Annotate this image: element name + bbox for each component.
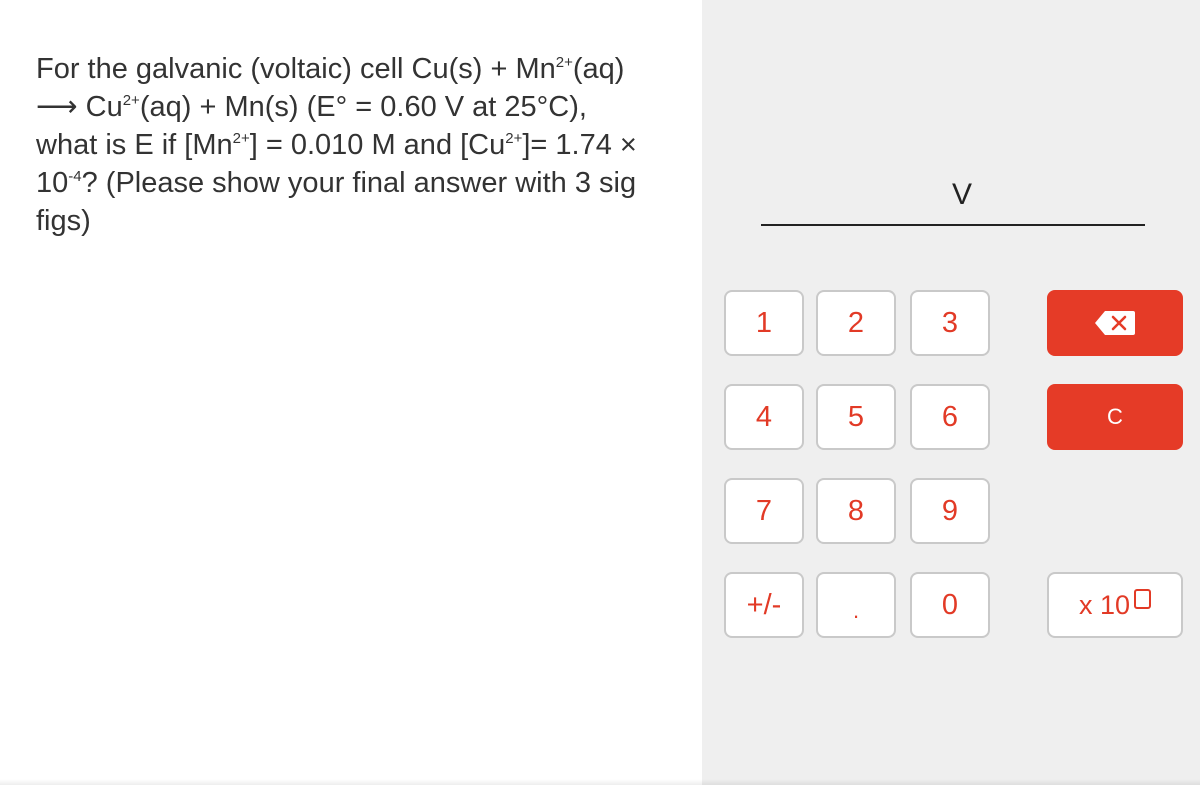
question-text-segment: For the galvanic (voltaic) cell Cu(s) + Mn <box>36 53 556 85</box>
answer-unit-label: V <box>952 178 973 211</box>
question-line-4 <box>36 164 676 202</box>
reaction-arrow: ⟶ <box>36 91 78 123</box>
key-3[interactable]: 3 <box>910 290 990 356</box>
question-line-2 <box>36 88 676 126</box>
key-4[interactable]: 4 <box>724 384 804 450</box>
key-7[interactable]: 7 <box>724 478 804 544</box>
backspace-icon <box>1093 309 1137 337</box>
question-text <box>36 50 676 240</box>
question-line-5 <box>36 202 676 240</box>
scientific-notation-button[interactable] <box>1047 572 1183 638</box>
superscript-charge: 2+ <box>122 92 140 109</box>
scientific-notation-label: x 10 <box>1078 589 1131 620</box>
question-line-1 <box>36 50 676 88</box>
decimal-point-button[interactable] <box>816 572 896 638</box>
question-text-segment: (aq) <box>572 53 625 85</box>
backspace-button[interactable] <box>1047 290 1183 356</box>
clear-label: C <box>1107 404 1123 429</box>
key-9[interactable]: 9 <box>910 478 990 544</box>
question-text-segment: Cu <box>85 91 123 123</box>
question-text-segment: 10 <box>36 167 69 199</box>
question-text-segment: (aq) + Mn(s) (E° = 0.60 V at 25°C), <box>139 91 587 123</box>
key-0[interactable]: 0 <box>910 572 990 638</box>
bottom-shadow <box>0 779 1200 785</box>
question-text-segment: what is E if [Mn <box>36 129 233 161</box>
superscript-charge: 2+ <box>555 54 573 71</box>
superscript-charge: 2+ <box>232 130 250 147</box>
question-line-3 <box>36 126 676 164</box>
key-1[interactable]: 1 <box>724 290 804 356</box>
superscript-exponent: -4 <box>68 168 82 185</box>
key-8[interactable]: 8 <box>816 478 896 544</box>
question-text-segment: ] = 0.010 M and [Cu <box>249 129 506 161</box>
answer-input-line[interactable] <box>761 224 1145 226</box>
question-text-segment: ]= 1.74 × <box>522 129 637 161</box>
key-5[interactable]: 5 <box>816 384 896 450</box>
key-6[interactable]: 6 <box>910 384 990 450</box>
key-2[interactable]: 2 <box>816 290 896 356</box>
decimal-point-label: . <box>852 598 860 623</box>
clear-button[interactable] <box>1047 384 1183 450</box>
question-text-segment: ? (Please show your final answer with 3 sig <box>81 167 637 199</box>
calculator-panel <box>702 0 1200 785</box>
question-text-segment: figs) <box>36 205 91 237</box>
superscript-charge: 2+ <box>505 130 523 147</box>
sign-toggle-button[interactable]: +/- <box>724 572 804 638</box>
exponent-box-icon <box>1134 589 1151 609</box>
